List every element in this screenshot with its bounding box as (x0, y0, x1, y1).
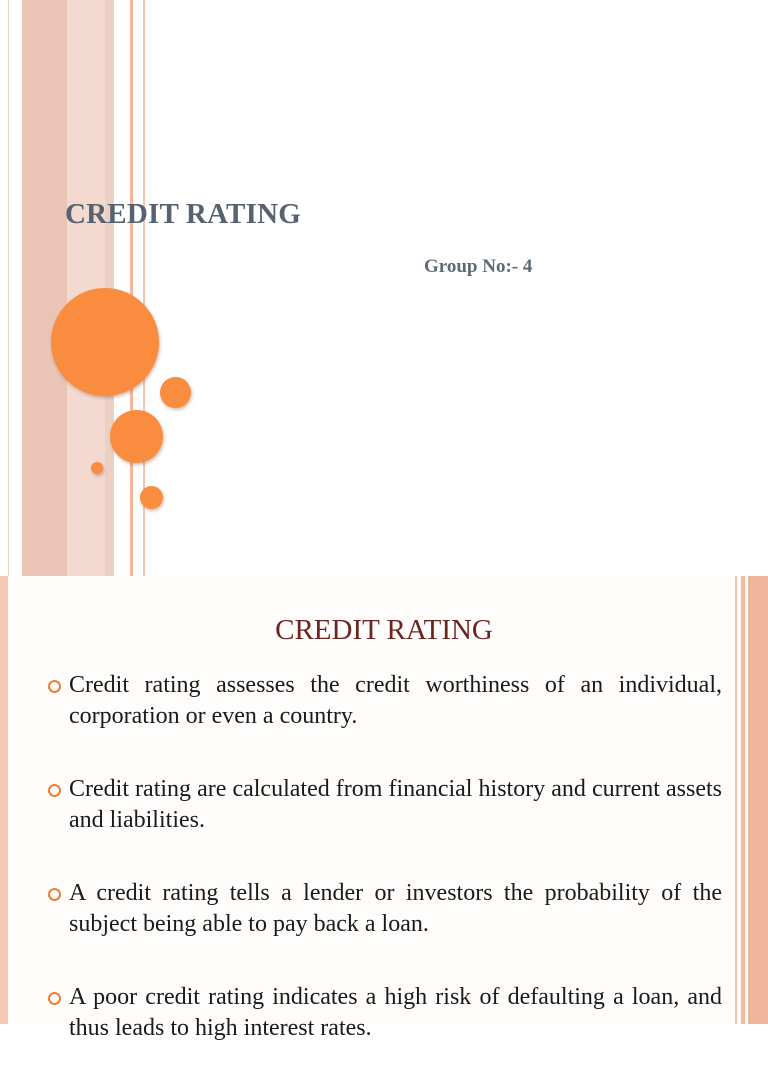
bullet-text: Credit rating assesses the credit worthiness of an individual, corporation or even a country. (69, 672, 722, 729)
slide-content (0, 576, 768, 1041)
bullet-list (46, 670, 722, 1086)
bullet-text: Credit rating are calculated from financial history and current assets and liabilities. (69, 776, 722, 833)
decor-circle-small (160, 377, 191, 408)
ring-bullet-icon (48, 784, 61, 797)
group-number: Group No:- 4 (424, 256, 533, 277)
bullet-item (46, 982, 722, 1044)
content-title: CREDIT RATING (275, 614, 493, 646)
decor-circle-large (51, 288, 159, 396)
decor-circle-small (140, 486, 163, 509)
decor-circle-tiny (91, 462, 103, 474)
decor-stripe (130, 0, 133, 576)
bullet-item (46, 878, 722, 940)
bullet-item (46, 670, 722, 732)
decor-stripe (22, 0, 67, 576)
bullet-text: A poor credit rating indicates a high risk of defaulting a loan, and thus leads to high interest rates. (69, 984, 722, 1041)
ring-bullet-icon (48, 888, 61, 901)
decor-circle-medium (110, 410, 163, 463)
slide-title-heading: CREDIT RATING (65, 198, 301, 230)
ring-bullet-icon (48, 680, 61, 693)
decor-stripe (8, 0, 9, 576)
bullet-text: A credit rating tells a lender or investors the probability of the subject being able to pay back a loan. (69, 880, 722, 937)
bullet-item (46, 774, 722, 836)
ring-bullet-icon (48, 992, 61, 1005)
